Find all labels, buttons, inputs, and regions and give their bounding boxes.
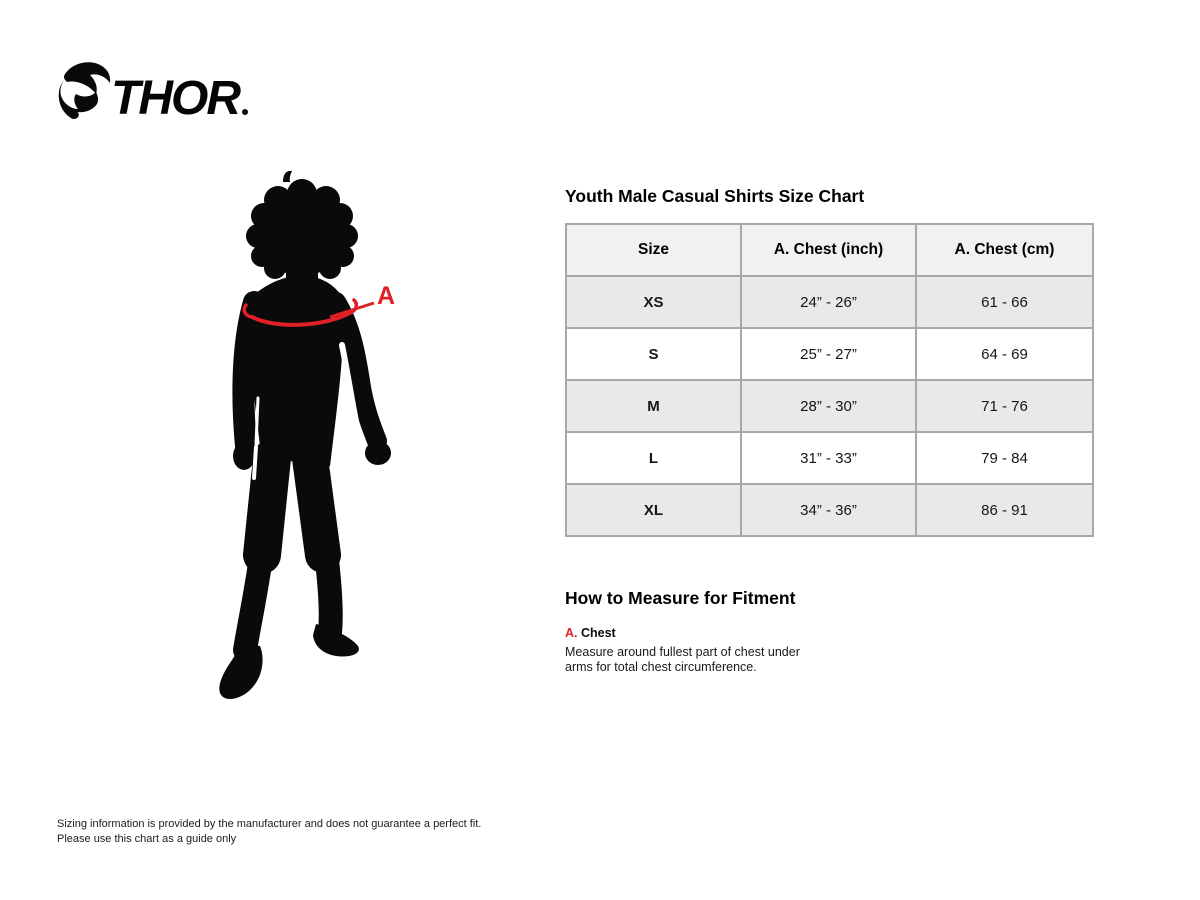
table-row	[566, 380, 1093, 432]
table-row	[566, 484, 1093, 536]
size-value: XL	[566, 484, 741, 536]
chest-cm-value: 79 - 84	[916, 432, 1093, 484]
column-header-chest-inch: A. Chest (inch)	[741, 224, 916, 276]
measure-point-description: Measure around fullest part of chest under arms for total chest circumference.	[565, 645, 800, 674]
table-row	[566, 328, 1093, 380]
size-value: XS	[566, 276, 741, 328]
thor-horn-icon	[59, 62, 110, 119]
table-row	[566, 276, 1093, 328]
child-silhouette	[180, 160, 460, 720]
measure-guide-title: How to Measure for Fitment	[565, 588, 796, 608]
size-value: L	[566, 432, 741, 484]
column-header-chest-cm: A. Chest (cm)	[916, 224, 1093, 276]
measure-point-key: A.	[565, 626, 578, 640]
thor-logo	[55, 58, 251, 122]
footer-disclaimer	[57, 817, 481, 847]
chest-cm-value: 64 - 69	[916, 328, 1093, 380]
svg-text:THOR: THOR	[111, 72, 239, 122]
measurement-label-a: A	[377, 282, 396, 310]
disclaimer-line-1: Sizing information is provided by the manufacturer and does not guarantee a perfect fit.	[57, 818, 482, 830]
table-header-row	[566, 224, 1093, 276]
chest-inch-value: 28” - 30”	[741, 380, 916, 432]
size-table	[565, 223, 1094, 537]
measure-point-name: Chest	[580, 626, 616, 640]
size-value: S	[566, 328, 741, 380]
measure-guide	[565, 588, 825, 675]
disclaimer-line-2: Please use this chart as a guide only	[57, 832, 237, 845]
chest-inch-value: 25” - 27”	[741, 328, 916, 380]
column-header-size: Size	[566, 224, 741, 276]
chest-cm-value: 61 - 66	[916, 276, 1093, 328]
size-chart-title: Youth Male Casual Shirts Size Chart	[565, 186, 865, 206]
size-value: M	[566, 380, 741, 432]
measure-point-a	[565, 626, 825, 675]
trademark-dot	[242, 109, 248, 115]
table-row	[566, 432, 1093, 484]
chest-inch-value: 24” - 26”	[741, 276, 916, 328]
silhouette-body	[219, 171, 391, 699]
chest-cm-value: 71 - 76	[916, 380, 1093, 432]
chest-inch-value: 31” - 33”	[741, 432, 916, 484]
chest-cm-value: 86 - 91	[916, 484, 1093, 536]
chest-inch-value: 34” - 36”	[741, 484, 916, 536]
thor-wordmark	[111, 72, 248, 122]
